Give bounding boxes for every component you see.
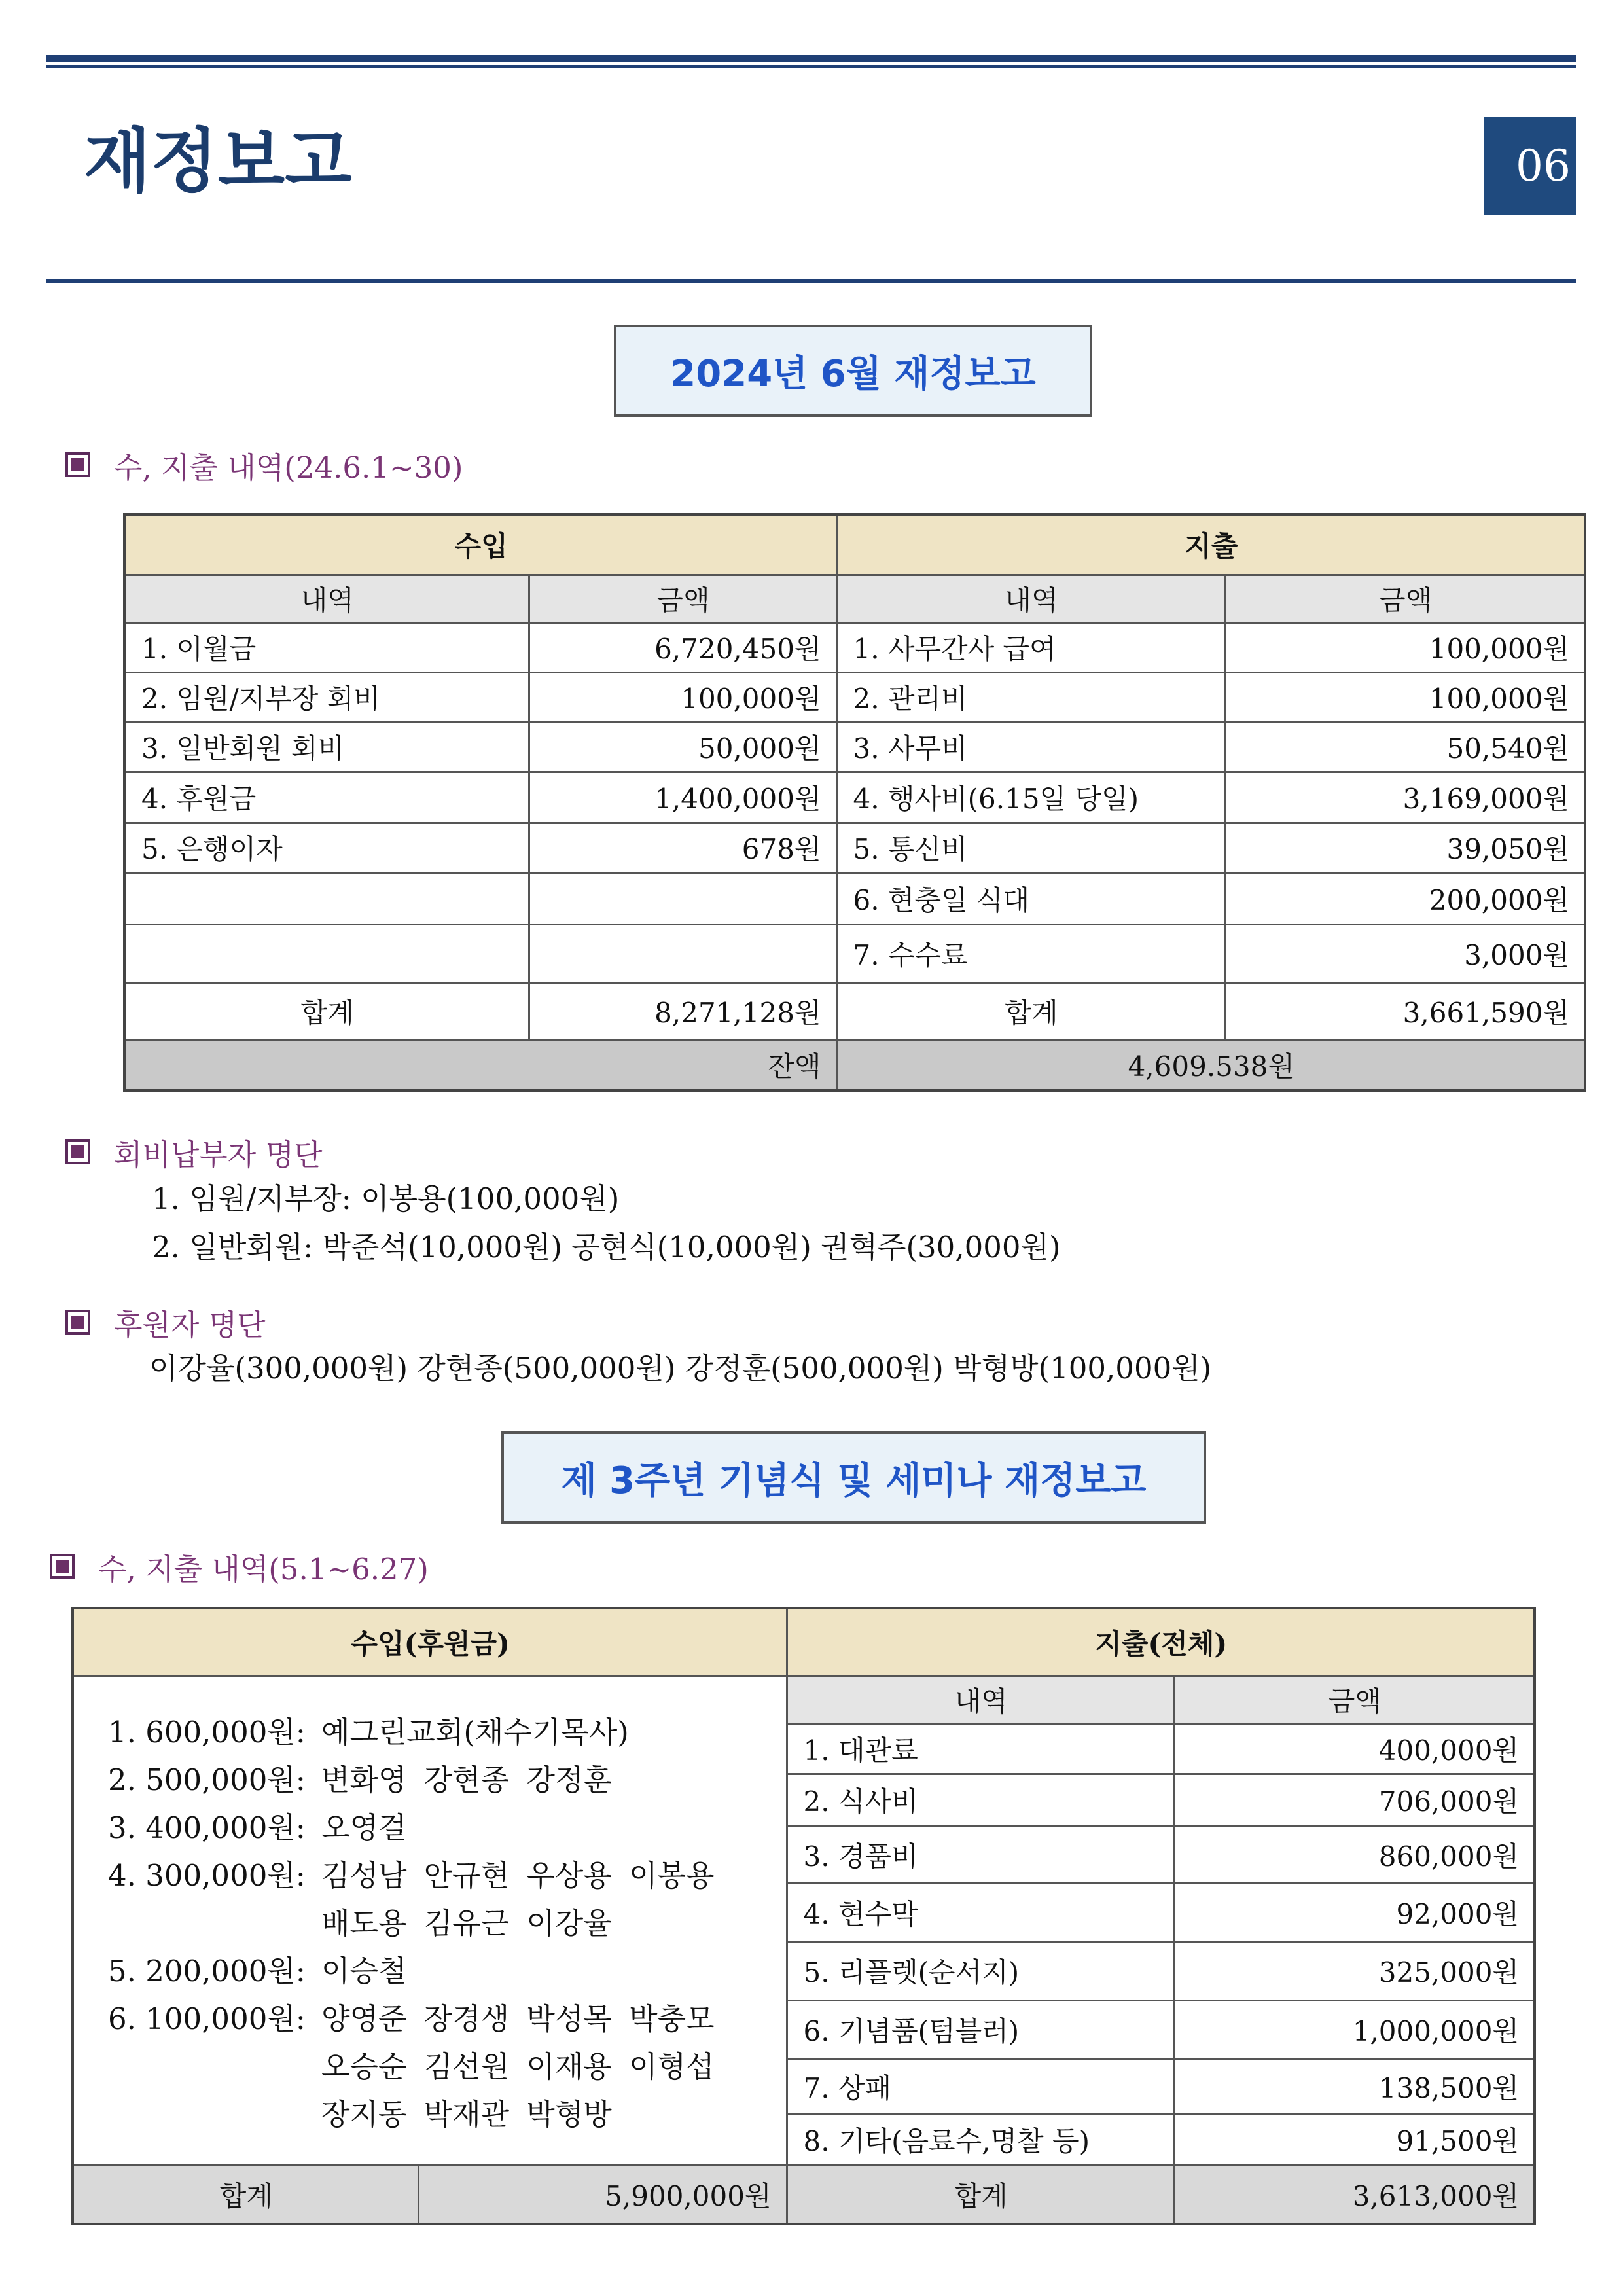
member-line: 1. 임원/지부장: 이봉용(100,000원) xyxy=(152,1181,620,1216)
income-total-amount: 8,271,128원 xyxy=(529,982,836,1039)
member-line: 2. 일반회원: 박준석(10,000원) 공현식(10,000원) 권혁주(30,000원) xyxy=(152,1230,1061,1265)
income-amount-cell: 6,720,450원 xyxy=(529,622,836,672)
table-row xyxy=(124,924,1585,982)
expense-amount-cell: 400,000원 xyxy=(1174,1724,1535,1774)
donor-amount-label: 5. 200,000원: xyxy=(108,1953,306,1988)
donor-row xyxy=(108,1706,779,1753)
table-row xyxy=(124,722,1585,772)
donor-row xyxy=(108,1897,779,1945)
donor-row xyxy=(108,1801,779,1849)
table-row xyxy=(124,872,1585,924)
donor-row xyxy=(108,2088,779,2136)
members-heading xyxy=(65,1132,323,1172)
income-total-amount: 5,900,000원 xyxy=(418,2165,787,2224)
donor-names: 김성남 안규현 우상용 이봉용 xyxy=(321,1857,715,1893)
anniversary-finance-table xyxy=(71,1607,1536,2225)
page-title: 재정보고 xyxy=(84,121,352,202)
expense-header: 지출(전체) xyxy=(787,1608,1535,1676)
donor-row xyxy=(108,1945,779,1992)
section-heading-text: 수, 지출 내역(24.6.1~30) xyxy=(114,450,463,485)
donor-list-cell xyxy=(73,1676,787,2165)
income-item-cell: 4. 후원금 xyxy=(124,772,529,823)
expense-item-cell: 4. 현수막 xyxy=(787,1883,1174,1941)
expense-item-cell: 7. 수수료 xyxy=(836,924,1225,982)
income-header: 수입(후원금) xyxy=(73,1608,787,1676)
income-item-column-header: 내역 xyxy=(124,575,529,622)
donor-amount-label: 3. 400,000원: xyxy=(108,1810,306,1845)
donor-amount-label: 2. 500,000원: xyxy=(108,1762,306,1797)
expense-item-column-header: 내역 xyxy=(836,575,1225,622)
expense-amount-cell: 138,500원 xyxy=(1174,2058,1535,2114)
income-item-cell: 1. 이월금 xyxy=(124,622,529,672)
bullet-square-icon xyxy=(65,1139,90,1164)
expense-amount-cell: 91,500원 xyxy=(1174,2114,1535,2165)
expense-amount-cell: 100,000원 xyxy=(1225,672,1585,722)
expense-item-cell: 3. 사무비 xyxy=(836,722,1225,772)
expense-amount-cell: 3,000원 xyxy=(1225,924,1585,982)
table-balance-row xyxy=(124,1039,1585,1090)
section-heading-text: 후원자 명단 xyxy=(114,1307,266,1342)
income-item-cell: 2. 임원/지부장 회비 xyxy=(124,672,529,722)
anniversary-report-title: 제 3주년 기념식 및 세미나 재정보고 xyxy=(561,1459,1147,1502)
expense-total-label: 합계 xyxy=(787,2165,1174,2224)
expense-total-amount: 3,661,590원 xyxy=(1225,982,1585,1039)
income-amount-column-header: 금액 xyxy=(529,575,836,622)
june-finance-table xyxy=(123,513,1586,1092)
table-row xyxy=(124,823,1585,872)
income-amount-cell: 100,000원 xyxy=(529,672,836,722)
expense-item-column-header: 내역 xyxy=(787,1676,1174,1724)
expense-amount-cell: 200,000원 xyxy=(1225,872,1585,924)
expense-total-label: 합계 xyxy=(836,982,1225,1039)
income-total-label: 합계 xyxy=(73,2165,418,2224)
donor-names: 변화영 강현종 강정훈 xyxy=(321,1762,612,1797)
table-total-row xyxy=(73,2165,1535,2224)
table-subheader-row xyxy=(124,575,1585,622)
donor-names: 이승철 xyxy=(321,1953,407,1988)
donor-row xyxy=(108,2040,779,2088)
bullet-square-icon xyxy=(65,1310,90,1335)
expense-amount-cell: 860,000원 xyxy=(1174,1826,1535,1883)
income-amount-cell: 50,000원 xyxy=(529,722,836,772)
income-amount-cell: 678원 xyxy=(529,823,836,872)
expense-item-cell: 6. 현충일 식대 xyxy=(836,872,1225,924)
table-subheader-row xyxy=(73,1676,1535,1724)
donor-names: 오승순 김선원 이재용 이형섭 xyxy=(321,2049,715,2084)
section-heading-text: 수, 지출 내역(5.1~6.27) xyxy=(98,1551,429,1587)
expense-item-cell: 2. 관리비 xyxy=(836,672,1225,722)
expense-item-cell: 5. 통신비 xyxy=(836,823,1225,872)
donor-names: 양영준 장경생 박성목 박충모 xyxy=(321,2001,715,2036)
section-heading-text: 회비납부자 명단 xyxy=(114,1137,323,1172)
expense-amount-cell: 50,540원 xyxy=(1225,722,1585,772)
table-total-row xyxy=(124,982,1585,1039)
donor-row xyxy=(108,1992,779,2040)
anniversary-report-title-box xyxy=(501,1431,1206,1524)
expense-item-cell: 8. 기타(음료수,명찰 등) xyxy=(787,2114,1174,2165)
june-statement-heading xyxy=(65,445,463,484)
donor-names: 배도용 김유근 이강율 xyxy=(321,1905,612,1941)
expense-amount-cell: 1,000,000원 xyxy=(1174,2000,1535,2058)
donor-names: 장지동 박재관 박형방 xyxy=(321,2096,612,2132)
balance-label: 잔액 xyxy=(124,1039,836,1090)
expense-item-cell: 5. 리플렛(순서지) xyxy=(787,1941,1174,2000)
expense-amount-cell: 92,000원 xyxy=(1174,1883,1535,1941)
expense-amount-cell: 325,000원 xyxy=(1174,1941,1535,2000)
expense-item-cell: 1. 대관료 xyxy=(787,1724,1174,1774)
expense-item-cell: 3. 경품비 xyxy=(787,1826,1174,1883)
header-rule-thick xyxy=(46,55,1576,62)
expense-amount-cell: 3,169,000원 xyxy=(1225,772,1585,823)
expense-amount-column-header: 금액 xyxy=(1174,1676,1535,1724)
expense-item-cell: 7. 상패 xyxy=(787,2058,1174,2114)
donor-row xyxy=(108,1849,779,1897)
donor-amount-label: 4. 300,000원: xyxy=(108,1857,306,1893)
expense-amount-cell: 100,000원 xyxy=(1225,622,1585,672)
expense-total-amount: 3,613,000원 xyxy=(1174,2165,1535,2224)
expense-amount-cell: 706,000원 xyxy=(1174,1774,1535,1826)
income-item-cell: 5. 은행이자 xyxy=(124,823,529,872)
title-underline xyxy=(46,279,1576,283)
expense-item-cell: 2. 식사비 xyxy=(787,1774,1174,1826)
donor-amount-label: 6. 100,000원: xyxy=(108,2001,306,2036)
donor-names: 오영걸 xyxy=(321,1810,407,1845)
table-row xyxy=(124,672,1585,722)
income-header: 수입 xyxy=(124,514,836,575)
june-report-title-box xyxy=(614,325,1092,417)
empty-cell xyxy=(124,872,529,924)
header-rule-thin xyxy=(46,65,1576,68)
income-total-label: 합계 xyxy=(124,982,529,1039)
expense-item-cell: 6. 기념품(텀블러) xyxy=(787,2000,1174,2058)
income-amount-cell: 1,400,000원 xyxy=(529,772,836,823)
table-header-row xyxy=(124,514,1585,575)
anniversary-statement-heading xyxy=(50,1547,429,1586)
bullet-square-icon xyxy=(65,452,90,477)
sponsor-line: 이강율(300,000원) 강현종(500,000원) 강정훈(500,000원) 박형방(100,000원) xyxy=(149,1351,1212,1386)
page-number-badge: 06 xyxy=(1484,117,1576,215)
donor-names: 예그린교회(채수기목사) xyxy=(321,1714,629,1749)
empty-cell xyxy=(529,872,836,924)
empty-cell xyxy=(124,924,529,982)
table-row xyxy=(124,622,1585,672)
table-row xyxy=(124,772,1585,823)
expense-item-cell: 1. 사무간사 급여 xyxy=(836,622,1225,672)
bullet-square-icon xyxy=(50,1554,75,1579)
donor-row xyxy=(108,1753,779,1801)
expense-header: 지출 xyxy=(836,514,1585,575)
expense-item-cell: 4. 행사비(6.15일 당일) xyxy=(836,772,1225,823)
donor-amount-label: 1. 600,000원: xyxy=(108,1714,306,1749)
june-report-title: 2024년 6월 재정보고 xyxy=(670,352,1036,395)
empty-cell xyxy=(529,924,836,982)
table-header-row xyxy=(73,1608,1535,1676)
expense-amount-column-header: 금액 xyxy=(1225,575,1585,622)
expense-amount-cell: 39,050원 xyxy=(1225,823,1585,872)
sponsors-heading xyxy=(65,1302,266,1342)
income-item-cell: 3. 일반회원 회비 xyxy=(124,722,529,772)
balance-amount: 4,609.538원 xyxy=(836,1039,1585,1090)
